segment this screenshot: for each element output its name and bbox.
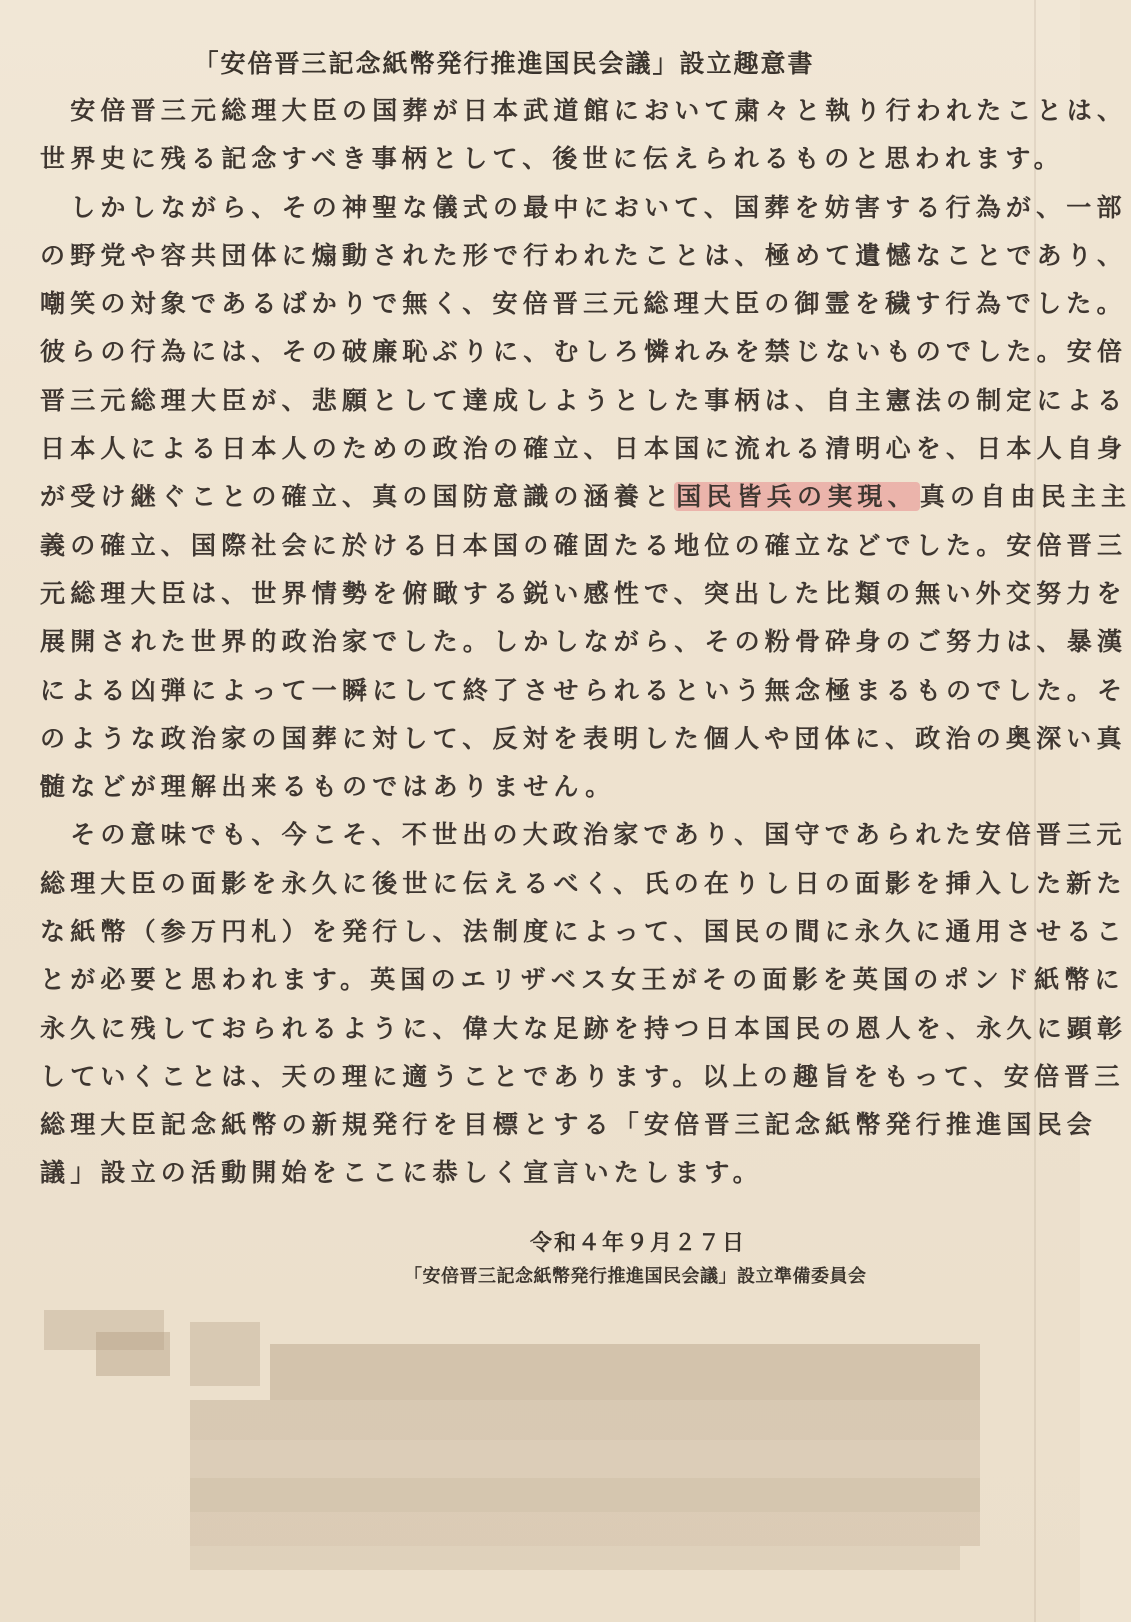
redaction-block	[190, 1546, 960, 1570]
body-line: の野党や容共団体に煽動された形で行われたことは、極めて遺憾なことであり、	[40, 241, 1128, 270]
body-line: 彼らの行為には、その破廉恥ぶりに、むしろ憐れみを禁じないものでした。安倍	[40, 337, 1128, 366]
body-line: 永久に残しておられるように、偉大な足跡を持つ日本国民の恩人を、永久に顕彰	[40, 1014, 1128, 1043]
committee-name: 「安倍晋三記念紙幣発行推進国民会議」設立準備委員会	[404, 1266, 867, 1287]
body-line: 総理大臣記念紙幣の新規発行を目標とする「安倍晋三記念紙幣発行推進国民会	[40, 1110, 1098, 1139]
body-line: 髄などが理解出来るものではありません。	[40, 772, 616, 801]
highlighted-phrase: 国民皆兵の実現、	[676, 482, 918, 511]
redaction-block	[190, 1512, 980, 1546]
document-title: 「安倍晋三記念紙幣発行推進国民会議」設立趣意書	[193, 49, 815, 78]
body-line: 安倍晋三元総理大臣の国葬が日本武道館において粛々と執り行われたことは、	[40, 96, 1128, 125]
redaction-block	[190, 1322, 260, 1386]
redaction-block	[190, 1478, 980, 1512]
body-line: していくことは、天の理に適うことであります。以上の趣旨をもって、安倍晋三	[40, 1062, 1125, 1091]
redaction-block	[190, 1440, 980, 1478]
redaction-block	[190, 1400, 980, 1440]
body-line: 議」設立の活動開始をここに恭しく宣言いたします。	[40, 1158, 763, 1187]
body-line: 元総理大臣は、世界情勢を俯瞰する鋭い感性で、突出した比類の無い外交努力を	[40, 579, 1127, 608]
text-before-highlight: が受け継ぐことの確立、真の国防意識の涵養と	[40, 482, 675, 511]
redaction-block	[270, 1344, 980, 1400]
body-line: のような政治家の国葬に対して、反対を表明した個人や団体に、政治の奥深い真	[40, 724, 1127, 753]
body-line: とが必要と思われます。英国のエリザベス女王がその面影を英国のポンド紙幣に	[40, 965, 1125, 994]
body-line: 世界史に残る記念すべき事柄として、後世に伝えられるものと思われます。	[40, 144, 1064, 173]
body-line: 展開された世界的政治家でした。しかしながら、その粉骨砕身のご努力は、暴漢	[40, 627, 1128, 656]
body-line: しかしながら、その神聖な儀式の最中において、国葬を妨害する行為が、一部	[40, 193, 1127, 222]
body-line: 日本人による日本人のための政治の確立、日本国に流れる清明心を、日本人自身	[40, 434, 1128, 463]
body-line: な紙幣（参万円札）を発行し、法制度によって、国民の間に永久に通用させるこ	[40, 917, 1127, 946]
body-line: その意味でも、今こそ、不世出の大政治家であり、国守であられた安倍晋三元	[40, 820, 1127, 849]
text-after-highlight: 真の自由民主主	[919, 482, 1131, 511]
body-line-highlighted	[40, 482, 1131, 512]
redaction-block	[96, 1332, 170, 1376]
body-line: による凶弾によって一瞬にして終了させられるという無念極まるものでした。そ	[40, 676, 1128, 705]
body-line: 義の確立、国際社会に於ける日本国の確固たる地位の確立などでした。安倍晋三	[40, 531, 1128, 560]
document-date: 令和４年９月２７日	[530, 1230, 747, 1256]
body-line: 晋三元総理大臣が、悲願として達成しようとした事柄は、自主憲法の制定による	[40, 386, 1128, 415]
body-line: 総理大臣の面影を永久に後世に伝えるべく、氏の在りし日の面影を挿入した新た	[40, 869, 1127, 898]
body-line: 嘲笑の対象であるばかりで無く、安倍晋三元総理大臣の御霊を穢す行為でした。	[40, 289, 1127, 318]
